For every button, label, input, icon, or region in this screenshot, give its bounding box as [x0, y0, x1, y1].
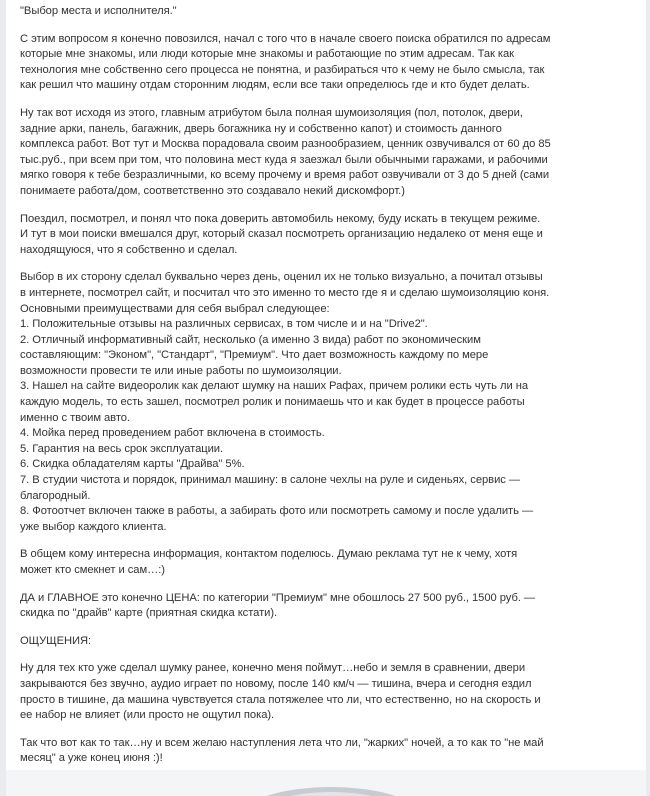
article-body — [6, 0, 646, 770]
paragraph-search — [20, 32, 632, 94]
paragraph-criteria — [20, 106, 632, 200]
text-line: 8. Фотоотчет включен также в работы, а забирать фото или посмотреть самому и после удалить — — [20, 505, 534, 518]
text-line: 4. Мойка перед проведением работ включена в стоимость. — [20, 427, 325, 440]
text-line: именно с твоим авто. — [20, 411, 131, 424]
text-line: как решил что машину отдам сторонним людям, если все таки определюсь где и кто будет делать. — [20, 79, 530, 92]
text-line: 7. В студии чистота и порядок, принимал машину: в салоне чехлы на руле и сиденьях, сервис — — [20, 474, 521, 487]
text-line: комплекса работ. Вот тут и Москва порадовала своим разнообразием, ценник озвучивался от 60 до 85 — [20, 138, 551, 151]
paragraph-feelings — [20, 661, 632, 723]
paragraph-price — [20, 591, 632, 622]
text-line: В общем кому интересна информация, контактом поделюсь. Думаю реклама тут не к чему, хотя — [20, 548, 518, 561]
text-line: ДА и ГЛАВНОЕ это конечно ЦЕНА: по категории "Премиум" мне обошлось 27 500 руб., 1500 руб. — — [20, 591, 536, 604]
text-line: Ну так вот исходя из этого, главным атрибутом была полная шумоизоляция (пол, потолок, двери, — [20, 106, 523, 119]
text-line: может кто смекнет и сам…:) — [20, 564, 165, 576]
text-line: И тут в мои поиски вмешался друг, который сказал посмотреть организацию недалеко от меня еще и — [20, 228, 543, 241]
text-line: просто в тишине, да машина чувствуется стала потяжелее что ли, что естественно, но на скорость и — [20, 693, 541, 706]
text-line: 6. Скидка обладателям карты "Драйва" 5%. — [20, 458, 245, 471]
text-line: понимаете работа/дом, соответственно это создавало некий дискомфорт.) — [20, 184, 405, 197]
text-line: С этим вопросом я конечно повозился, начал с того что в начале своего поиска обратился по адресам — [20, 32, 551, 45]
text-line: мягко говоря к тебе безразличными, ко всему прочему и время работ озвучивали от 3 до 5 дней (сами — [20, 169, 550, 182]
text-line: тыс.руб., при всем при том, что половина мест куда я заезжал были обычными гаражами, и рабочими — [20, 153, 548, 166]
text-line: закрываются без звучно, аудио играет по новому, после 140 км/ч — тишина, вчера и сегодня ездил — [20, 677, 532, 690]
section-title: "Выбор места и исполнителя." — [20, 5, 177, 17]
text-line: в интернете, посмотрел сайт, и посчитал что это именно то место где я и сделаю шумоизоляцию коня. — [20, 286, 550, 299]
text-line: задние арки, панель, багажник, дверь богажника ну и собственно капот) и стоимость данного — [20, 122, 502, 135]
text-line: уже выбор каждого клиента. — [20, 520, 167, 533]
text-line: которые мне знакомы, или люди которые мне знакомы и работающие по этим адресам. Так как — [20, 48, 515, 61]
text-line: 1. Положительные отзывы на различных сервисах, в том числе и и на "Drive2". — [20, 318, 428, 331]
text-line: Ну для тех кто уже сделал шумку ранее, конечно меня поймут…небо и земля в сравнении, двери — [20, 662, 526, 675]
paragraph-closing — [20, 736, 632, 767]
text-line: каждую модель, то есть зашел, посмотрел ролик и понимаешь что и как будет в процессе работы — [20, 396, 525, 409]
text-line: находящуюся, что я собственно и сделал. — [20, 243, 238, 256]
section-feelings-heading: ОЩУЩЕНИЯ: — [20, 634, 92, 647]
text-line: Поездил, посмотрел, и понял что пока доверить автомобиль некому, буду искать в текущем режиме. — [20, 212, 541, 225]
paragraph-contact — [20, 547, 632, 578]
text-line: 3. Нашел на сайте видеоролик как делают шумку на наших Рафах, причем ролики есть чуть ли на — [20, 380, 529, 393]
paragraph-decision — [20, 212, 632, 259]
text-line: Так что вот как то так…ну и всем желаю наступления лета что ли, "жарких" ночей, а то как то "не май — [20, 736, 544, 749]
text-line: месяц" а уже конец июня :)! — [20, 752, 163, 765]
text-line: Выбор в их сторону сделал буквально через день, оценил их не только визуально, а почитал отзывы — [20, 271, 543, 284]
text-line: 2. Отличный информативный сайт, несколько (а именно 3 вида) работ по экономическим — [20, 333, 481, 346]
text-line: технология мне собственно сего процесса не понятна, и разбираться что к чему не было смысла, так — [20, 63, 545, 76]
text-line: составляющим: "Эконом", "Стандарт", "Премиум". Что дает возможность каждому по мере — [20, 349, 489, 362]
paragraph-advantages — [20, 270, 632, 535]
text-line: Основными преимуществами для себя выбрал следующее: — [20, 302, 330, 315]
text-line: возможности провести те или иные работы по шумоизоляции. — [20, 364, 342, 377]
next-photo-preview[interactable] — [6, 770, 646, 796]
text-line: ее набор не влияет (или просто не ощутил пока). — [20, 709, 275, 722]
text-line: 5. Гарантия на весь срок эксплуатации. — [20, 442, 224, 455]
text-line: скидка по "драйв" карте (приятная скидка кстати). — [20, 607, 278, 620]
text-line: благородный. — [20, 489, 91, 502]
